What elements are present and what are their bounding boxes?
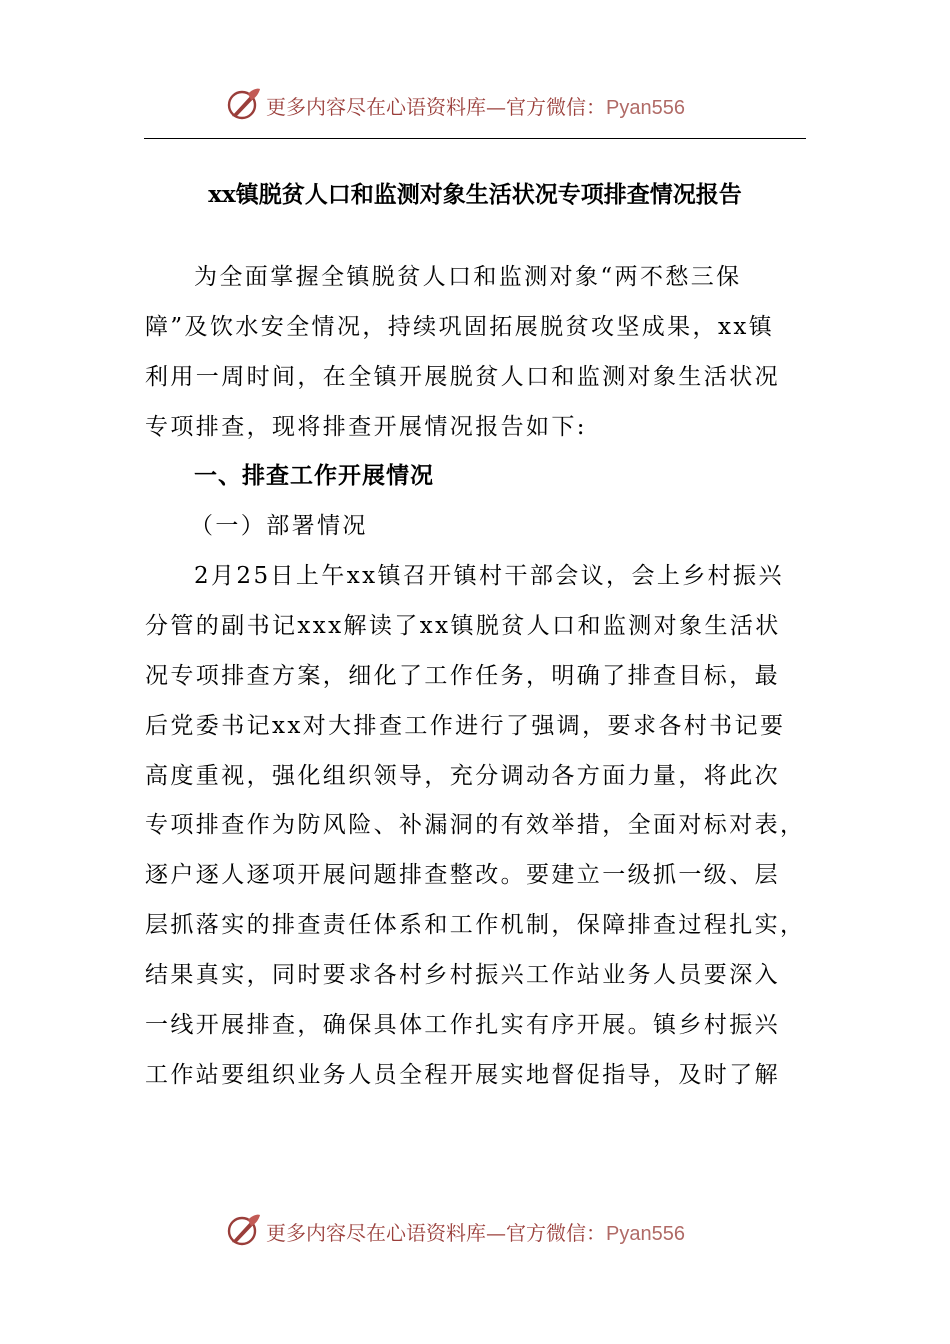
header-watermark (0, 86, 950, 126)
paragraph-line: 层抓落实的排查责任体系和工作机制，保障排查过程扎实， (145, 912, 806, 938)
watermark-text: 更多内容尽在心语资料库—官方微信：Pyan556 (266, 1221, 685, 1245)
paragraph-line: 利用一周时间，在全镇开展脱贫人口和监测对象生活状况 (145, 364, 780, 390)
paragraph-line: 高度重视，强化组织领导，充分调动各方面力量，将此次 (145, 763, 780, 789)
paragraph-line: 后党委书记xx对大排查工作进行了强调，要求各村书记要 (145, 713, 786, 739)
document-title: xx镇脱贫人口和监测对象生活状况专项排查情况报告 (208, 181, 742, 208)
paragraph-line: 分管的副书记xxx解读了xx镇脱贫人口和监测对象生活状 (145, 613, 781, 639)
section-heading: 一、排查工作开展情况 (194, 463, 434, 489)
paragraph-line: 为全面掌握全镇脱贫人口和监测对象“两不愁三保 (194, 264, 742, 290)
paragraph-line: 2月25日上午xx镇召开镇村干部会议，会上乡村振兴 (194, 563, 784, 589)
footer-watermark (0, 1212, 950, 1252)
paragraph-line: 结果真实，同时要求各村乡村振兴工作站业务人员要深入 (145, 962, 780, 988)
header-rule (144, 138, 806, 139)
paragraph-line: 逐户逐人逐项开展问题排查整改。要建立一级抓一级、层 (145, 862, 780, 888)
paragraph-line: 况专项排查方案，细化了工作任务，明确了排查目标，最 (145, 663, 780, 689)
subsection-heading: （一）部署情况 (190, 513, 368, 539)
paragraph-line: 障”及饮水安全情况，持续巩固拓展脱贫攻坚成果，xx镇 (145, 314, 775, 340)
watermark-text: 更多内容尽在心语资料库—官方微信：Pyan556 (266, 95, 685, 119)
quill-logo-icon (226, 1212, 262, 1248)
quill-logo-icon (226, 86, 262, 122)
paragraph-line: 工作站要组织业务人员全程开展实地督促指导，及时了解 (145, 1062, 780, 1088)
paragraph-line: 一线开展排查，确保具体工作扎实有序开展。镇乡村振兴 (145, 1012, 780, 1038)
paragraph-line: 专项排查，现将排查开展情况报告如下: (145, 414, 587, 440)
paragraph-line: 专项排查作为防风险、补漏洞的有效举措，全面对标对表， (145, 812, 806, 838)
